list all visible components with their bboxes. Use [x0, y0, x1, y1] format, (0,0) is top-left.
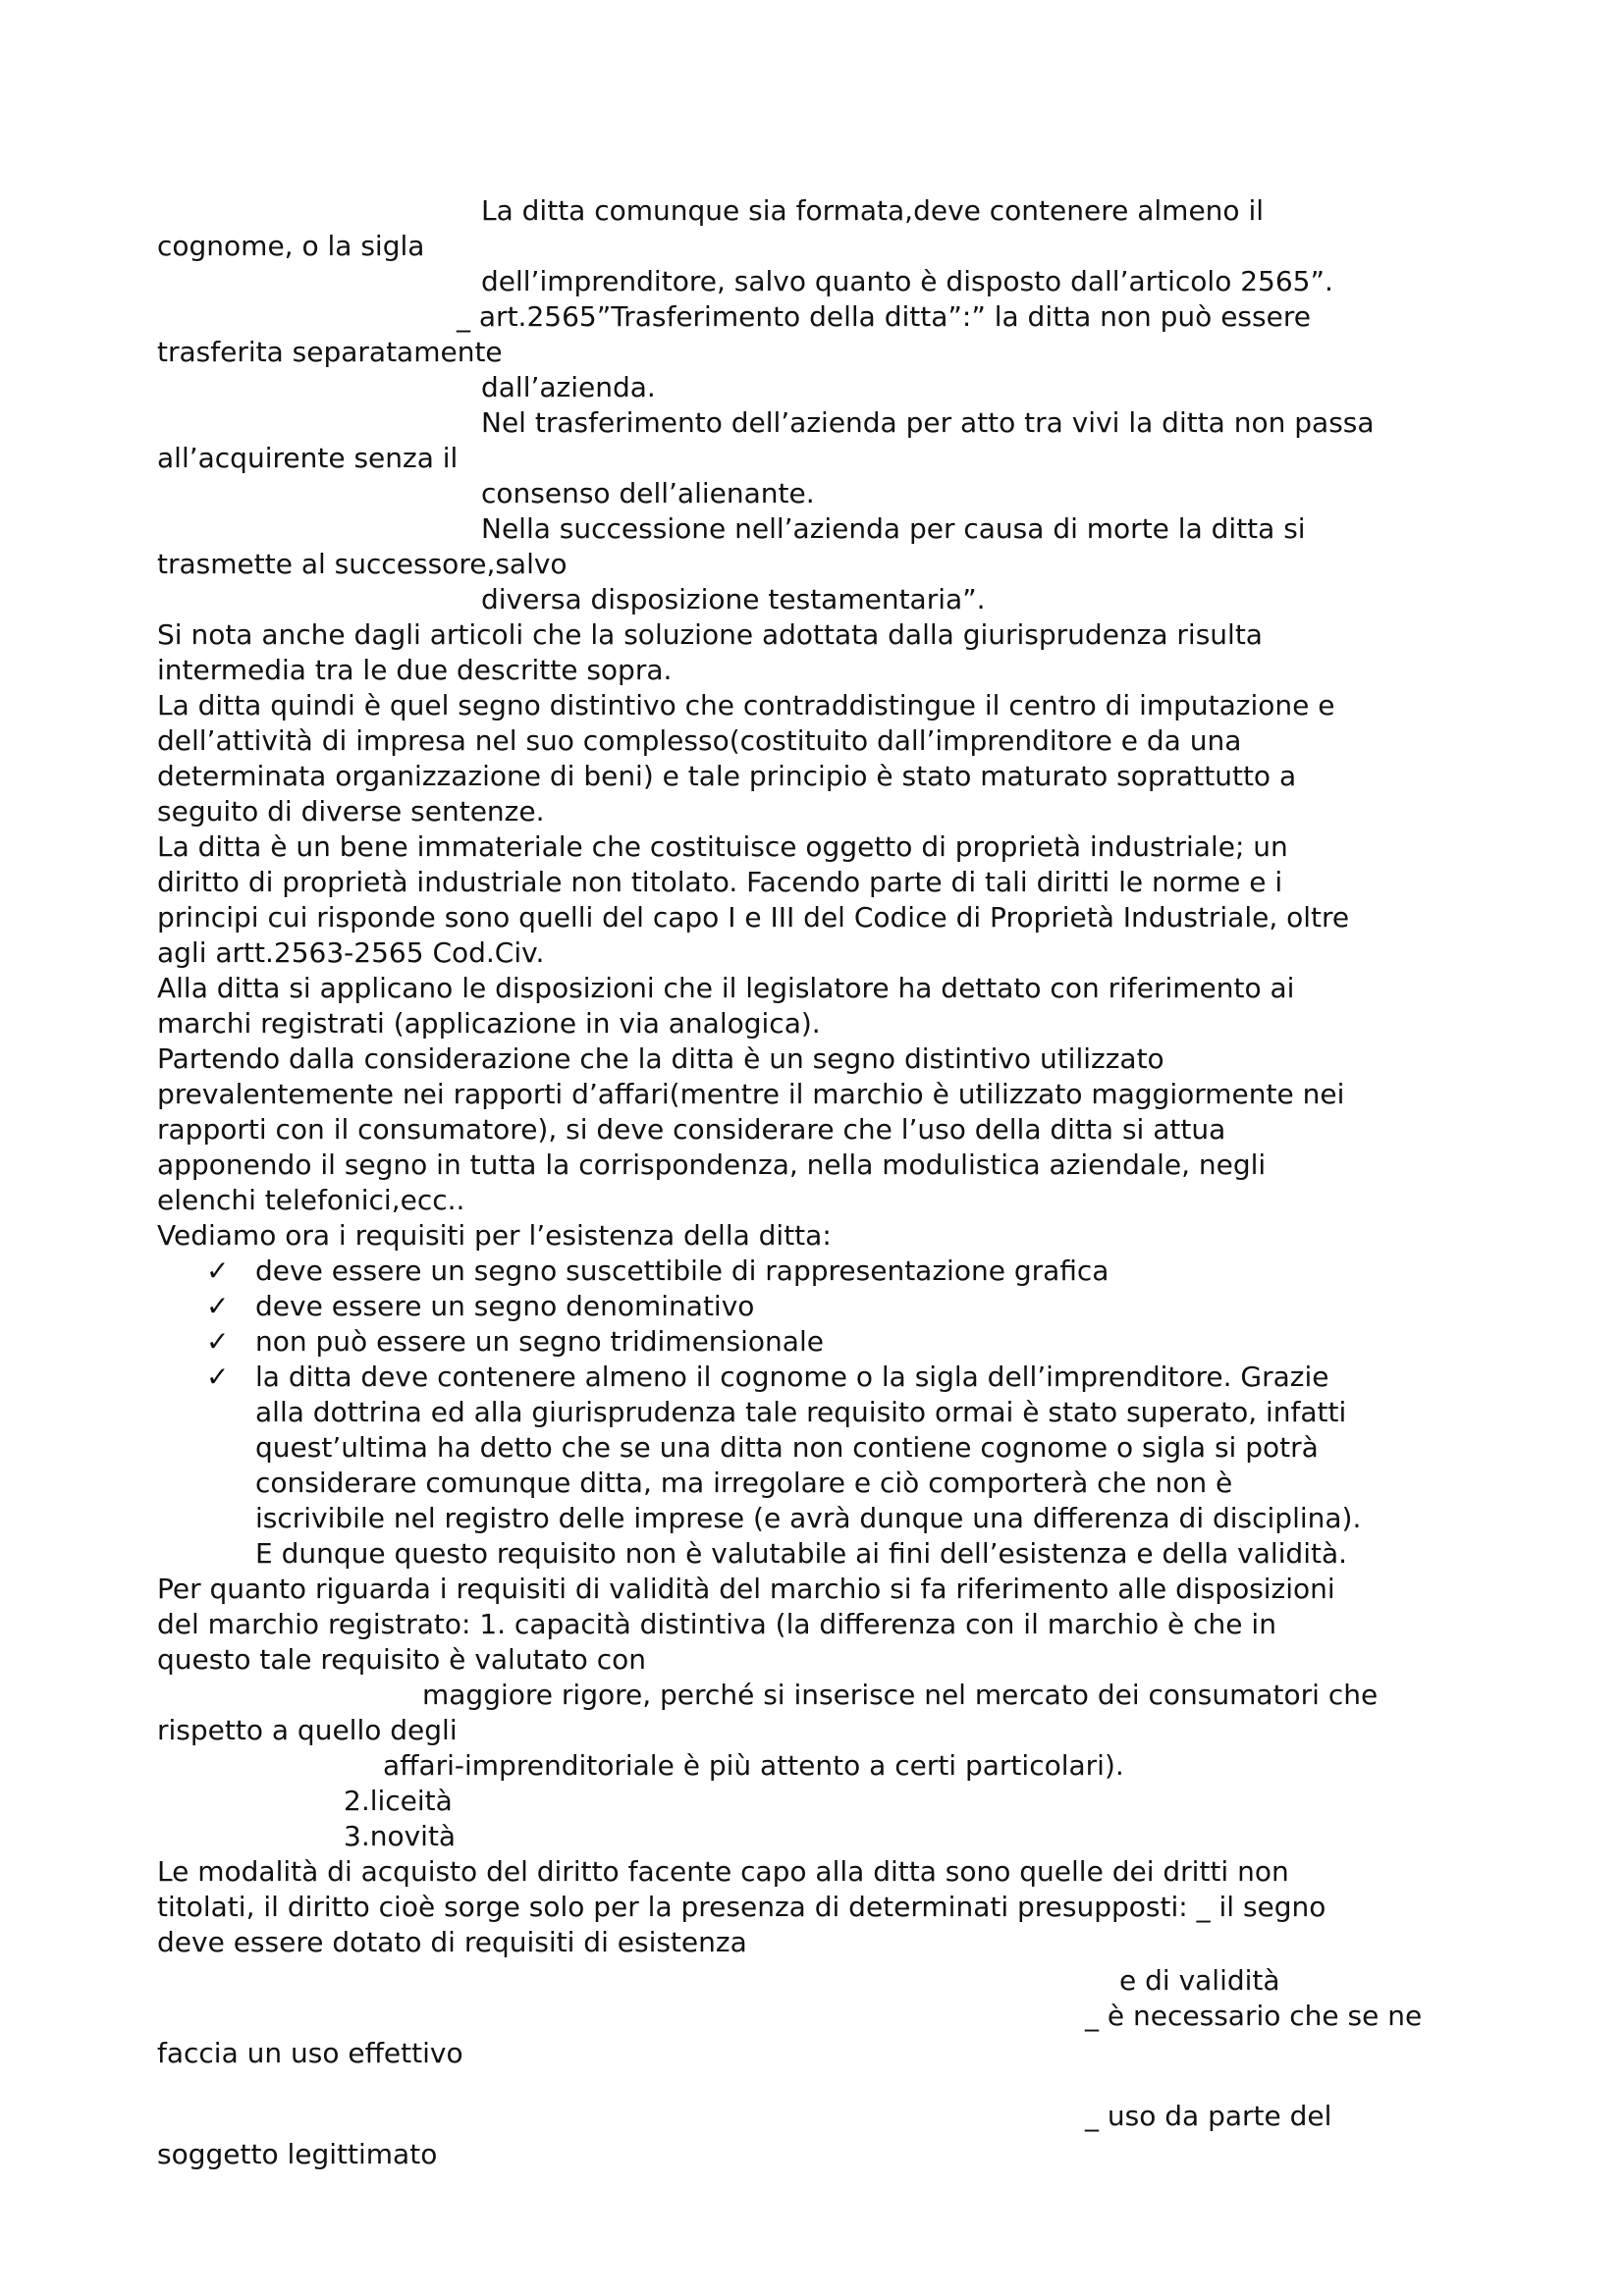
text-line: consenso dell’alienante. [481, 477, 815, 509]
text-line: apponendo il segno in tutta la corrispondenza, nella modulistica aziendale, negli [157, 1148, 1267, 1181]
text-line: deve essere dotato di requisiti di esistenza [157, 1926, 747, 1958]
text-line: _ uso da parte del [1085, 2100, 1332, 2132]
list-item-continuation: quest’ultima ha detto che se una ditta non contiene cognome o sigla si potrà [255, 1431, 1319, 1464]
text-line: _ art.2565”Trasferimento della ditta”:” la ditta non può essere [457, 300, 1311, 333]
text-line: trasmette al successore,salvo [157, 548, 568, 580]
list-item: deve essere un segno suscettibile di rappresentazione grafica [255, 1255, 1109, 1287]
checkmark-icon: ✓ [206, 1325, 230, 1358]
text-line: La ditta quindi è quel segno distintivo che contraddistingue il centro di imputazione e [157, 689, 1335, 721]
text-line: 2.liceità [344, 1785, 453, 1817]
checkmark-icon: ✓ [206, 1255, 230, 1287]
text-line: diritto di proprietà industriale non titolato. Facendo parte di tali diritti le norme e i [157, 866, 1283, 898]
text-line: _ è necessario che se ne [1085, 2000, 1423, 2032]
text-line: Alla ditta si applicano le disposizioni che il legislatore ha dettato con riferimento ai [157, 972, 1295, 1004]
checkmark-icon: ✓ [206, 1290, 230, 1322]
text-line: faccia un uso effettivo [157, 2037, 463, 2069]
text-line: La ditta comunque sia formata,deve contenere almeno il [481, 194, 1265, 227]
text-line: cognome, o la sigla [157, 230, 425, 262]
text-line: elenchi telefonici,ecc.. [157, 1184, 465, 1216]
text-line: rispetto a quello degli [157, 1714, 458, 1746]
text-line: affari-imprenditoriale è più attento a certi particolari). [383, 1749, 1124, 1782]
text-line: dell’attività di impresa nel suo complesso(costituito dall’imprenditore e da una [157, 724, 1242, 757]
list-item: la ditta deve contenere almeno il cognome o la sigla dell’imprenditore. Grazie [255, 1361, 1329, 1393]
text-line: La ditta è un bene immateriale che costituisce oggetto di proprietà industriale; un [157, 830, 1288, 863]
text-line: Nella successione nell’azienda per causa di morte la ditta si [481, 512, 1306, 545]
list-item-continuation: E dunque questo requisito non è valutabile ai fini dell’esistenza e della validità. [255, 1537, 1348, 1570]
list-item-continuation: iscrivibile nel registro delle imprese (e avrà dunque una differenza di disciplina). [255, 1502, 1362, 1534]
text-line: marchi registrati (applicazione in via analogica). [157, 1007, 821, 1040]
text-line: dall’azienda. [481, 371, 656, 403]
list-item: deve essere un segno denominativo [255, 1290, 755, 1322]
text-line: e di validità [1119, 1964, 1280, 1997]
text-line: trasferita separatamente [157, 336, 503, 368]
text-line: diversa disposizione testamentaria”. [481, 583, 986, 615]
list-item-continuation: considerare comunque ditta, ma irregolare e ciò comporterà che non è [255, 1467, 1233, 1499]
text-line: prevalentemente nei rapporti d’affari(mentre il marchio è utilizzato maggiormente nei [157, 1078, 1345, 1110]
list-item-continuation: alla dottrina ed alla giurisprudenza tale requisito ormai è stato superato, infatti [255, 1396, 1347, 1428]
text-line: Vediamo ora i requisiti per l’esistenza della ditta: [157, 1219, 832, 1252]
text-line: soggetto legittimato [157, 2138, 438, 2170]
text-line: questo tale requisito è valutato con [157, 1643, 646, 1676]
text-line: principi cui risponde sono quelli del capo I e III del Codice di Proprietà Industriale, oltre [157, 901, 1350, 934]
text-line: Per quanto riguarda i requisiti di validità del marchio si fa riferimento alle disposizioni [157, 1573, 1335, 1605]
text-line: titolati, il diritto cioè sorge solo per la presenza di determinati presupposti: _ il segno [157, 1891, 1326, 1923]
text-line: Nel trasferimento dell’azienda per atto tra vivi la ditta non passa [481, 406, 1375, 439]
text-line: 3.novità [344, 1820, 457, 1852]
text-line: agli artt.2563-2565 Cod.Civ. [157, 936, 545, 969]
text-line: Si nota anche dagli articoli che la soluzione adottata dalla giurisprudenza risulta [157, 618, 1263, 651]
list-item: non può essere un segno tridimensionale [255, 1325, 824, 1358]
text-line: Partendo dalla considerazione che la ditta è un segno distintivo utilizzato [157, 1042, 1164, 1075]
text-line: rapporti con il consumatore), si deve considerare che l’uso della ditta si attua [157, 1113, 1226, 1146]
checkmark-icon: ✓ [206, 1361, 230, 1393]
text-line: seguito di diverse sentenze. [157, 795, 545, 828]
text-line: del marchio registrato: 1. capacità distintiva (la differenza con il marchio è che in [157, 1608, 1276, 1640]
text-line: all’acquirente senza il [157, 442, 459, 474]
text-line: intermedia tra le due descritte sopra. [157, 654, 673, 686]
text-line: dell’imprenditore, salvo quanto è disposto dall’articolo 2565”. [481, 265, 1333, 297]
text-line: maggiore rigore, perché si inserisce nel mercato dei consumatori che [422, 1679, 1379, 1711]
text-line: determinata organizzazione di beni) e tale principio è stato maturato soprattutto a [157, 760, 1297, 792]
text-line: Le modalità di acquisto del diritto facente capo alla ditta sono quelle dei dritti non [157, 1855, 1289, 1888]
